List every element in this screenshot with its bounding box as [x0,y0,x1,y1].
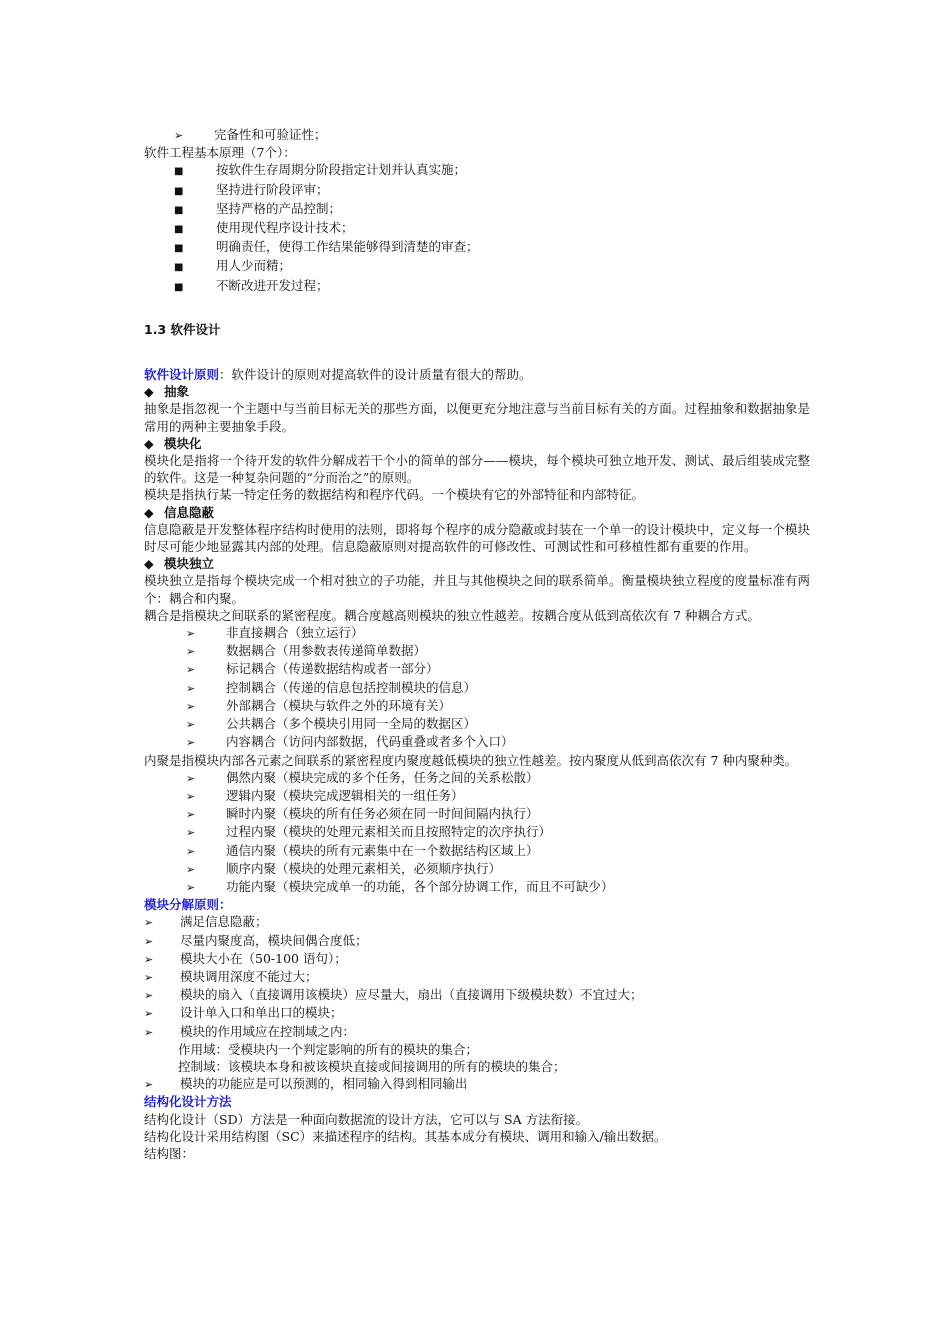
list-item: ➢ 控制耦合（传递的信息包括控制模块的信息） [144,679,810,697]
arrow-bullet-icon: ➢ [144,952,154,966]
document-body [144,126,810,1162]
list-item: ➢ 通信内聚（模块的所有元素集中在一个数据结构区域上） [144,842,810,860]
list-item: ➢ 模块大小在（50-100 语句）； [144,950,810,968]
design-principles-intro: 软件设计原则：软件设计的原则对提高软件的设计质量有很大的帮助。 [144,367,532,383]
independence-text: 模块独立是指每个模块完成一个相对独立的子功能，并且与其他模块之间的联系简单。衡量模块独立程度的度量标准有两个：耦合和内聚。 [144,573,810,606]
list-item: ➢ 完备性和可验证性； [144,126,810,144]
module-definition-text: 模块是指执行某一特定任务的数据结构和程序代码。一个模块有它的外部特征和内部特征。 [144,487,645,503]
structure-chart-label: 结构图： [144,1145,195,1161]
control-domain-definition: 控制域：该模块本身和被该模块直接或间接调用的所有的模块的集合； [178,1058,566,1074]
arrow-bullet-icon: ➢ [186,880,196,894]
square-bullet-icon: ■ [174,262,184,274]
square-bullet-icon: ■ [174,224,184,236]
decomposition-list [144,913,810,1093]
arrow-bullet-icon: ➢ [186,718,196,732]
list-item: ■ 坚持严格的产品控制； [144,200,810,219]
cohesion-text: 内聚是指模块内部各元素之间联系的紧密程度内聚度越低模块的独立性越差。按内聚度从低到高依次有 7 种内聚种类。 [144,752,798,768]
design-principles-label: 软件设计原则 [144,367,220,383]
list-item: ➢ 尽量内聚度高，模块间偶合度低； [144,932,810,950]
arrow-bullet-icon: ➢ [186,699,196,713]
arrow-bullet-icon: ➢ [144,934,154,948]
arrow-bullet-icon: ➢ [144,1007,154,1021]
section-heading: 1.3 软件设计 [144,321,221,337]
diamond-bullet-icon: ◆ [144,504,154,520]
list-item: ➢ 瞬时内聚（模块的所有任务必须在同一时间间隔内执行） [144,805,810,823]
module-independence-heading: ◆ 模块独立 [144,556,215,572]
diamond-bullet-icon: ◆ [144,384,154,400]
structured-design-text: 结构化设计（SD）方法是一种面向数据流的设计方法，它可以与 SA 方法衔接。 [144,1111,589,1127]
square-bullet-icon: ■ [174,204,184,216]
list-item: ➢ 模块的作用域应在控制域之内： [144,1023,810,1041]
list-item: ➢ 满足信息隐蔽； [144,913,810,931]
list-item: ➢ 逻辑内聚（模块完成逻辑相关的一组任务） [144,787,810,805]
scope-definition: 作用域：受模块内一个判定影响的所有的模块的集合； [178,1041,479,1057]
list-item: ➢ 模块的扇入（直接调用该模块）应尽量大，扇出（直接调用下级模块数）不宜过大； [144,986,810,1004]
structure-chart-text: 结构化设计采用结构图（SC）来描述程序的结构。其基本成分有模块、调用和输入/输出数据。 [144,1128,667,1144]
arrow-bullet-icon: ➢ [186,808,196,822]
arrow-bullet-icon: ➢ [144,989,154,1003]
modularity-text: 模块化是指将一个待开发的软件分解成若干个小的简单的部分——模块，每个模块可独立地开发、测试、最后组装成完整的软件。这是一种复杂问题的“分而治之”的原则。 [144,453,810,486]
arrow-bullet-icon: ➢ [186,862,196,876]
arrow-bullet-icon: ➢ [144,970,154,984]
diamond-bullet-icon: ◆ [144,556,154,572]
list-item: ➢ 过程内聚（模块的处理元素相关而且按照特定的次序执行） [144,823,810,841]
list-item: ➢ 数据耦合（用参数表传递简单数据） [144,642,810,660]
list-item: ➢ 顺序内聚（模块的处理元素相关，必须顺序执行） [144,860,810,878]
principles-title: 软件工程基本原理（7个）： [144,145,296,161]
list-item: ➢ 公共耦合（多个模块引用同一全局的数据区） [144,715,810,733]
abstraction-text: 抽象是指忽视一个主题中与当前目标无关的那些方面，以便更充分地注意与当前目标有关的方面。过程抽象和数据抽象是常用的两种主要抽象手段。 [144,401,810,434]
arrow-bullet-icon: ➢ [144,1078,154,1092]
list-item: ■ 使用现代程序设计技术； [144,219,810,238]
arrow-bullet-icon: ➢ [186,681,196,695]
list-item: ■ 用人少而精； [144,257,810,276]
structured-design-heading: 结构化设计方法 [144,1094,232,1110]
arrow-bullet-icon: ➢ [186,789,196,803]
arrow-bullet-icon: ➢ [186,826,196,840]
list-item: ➢ 模块的功能应是可以预测的，相同输入得到相同输出 [144,1075,810,1093]
arrow-bullet-icon: ➢ [186,645,196,659]
square-bullet-icon: ■ [174,281,184,293]
list-item: ■ 明确责任，使得工作结果能够得到清楚的审查； [144,238,810,257]
arrow-bullet-icon: ➢ [186,844,196,858]
arrow-bullet-icon: ➢ [174,129,184,142]
list-item: ➢ 偶然内聚（模块完成的多个任务，任务之间的关系松散） [144,769,810,787]
list-item: ➢ 标记耦合（传递数据结构或者一部分） [144,660,810,678]
list-item: ➢ 功能内聚（模块完成单一的功能，各个部分协调工作，而且不可缺少） [144,878,810,896]
arrow-bullet-icon: ➢ [186,736,196,750]
arrow-bullet-icon: ➢ [186,663,196,677]
list-item: ➢ 外部耦合（模块与软件之外的环境有关） [144,697,810,715]
cohesion-list [144,769,810,896]
abstraction-heading: ◆ 抽象 [144,384,190,400]
list-item: ➢ 设计单入口和单出口的模块； [144,1004,810,1022]
arrow-bullet-icon: ➢ [144,1025,154,1039]
principles-list [144,161,810,295]
coupling-text: 耦合是指模块之间联系的紧密程度。耦合度越高则模块的独立性越差。按耦合度从低到高依次有 7 种耦合方式。 [144,607,760,623]
arrow-bullet-icon: ➢ [186,771,196,785]
information-hiding-heading: ◆ 信息隐蔽 [144,504,215,520]
list-item: ➢ 内容耦合（访问内部数据，代码重叠或者多个入口） [144,733,810,751]
arrow-bullet-icon: ➢ [144,916,154,930]
decomposition-heading: 模块分解原则： [144,897,232,913]
square-bullet-icon: ■ [174,243,184,255]
list-item: ■ 不断改进开发过程； [144,277,810,296]
square-bullet-icon: ■ [174,185,184,197]
list-item: ■ 坚持进行阶段评审； [144,181,810,200]
list-item: ➢ 模块调用深度不能过大； [144,968,810,986]
arrow-bullet-icon: ➢ [186,627,196,641]
square-bullet-icon: ■ [174,166,184,178]
coupling-list [144,624,810,751]
diamond-bullet-icon: ◆ [144,435,154,451]
modularity-heading: ◆ 模块化 [144,435,202,451]
information-hiding-text: 信息隐蔽是开发整体程序结构时使用的法则，即将每个程序的成分隐蔽或封装在一个单一的设计模块中，定义每一个模块时尽可能少地显露其内部的处理。信息隐蔽原则对提高软件的可修改性、可测试性和可移植性都有重要的作用。 [144,521,810,555]
list-item: ➢ 非直接耦合（独立运行） [144,624,810,642]
list-item: ■ 按软件生存周期分阶段指定计划并认真实施； [144,161,810,180]
